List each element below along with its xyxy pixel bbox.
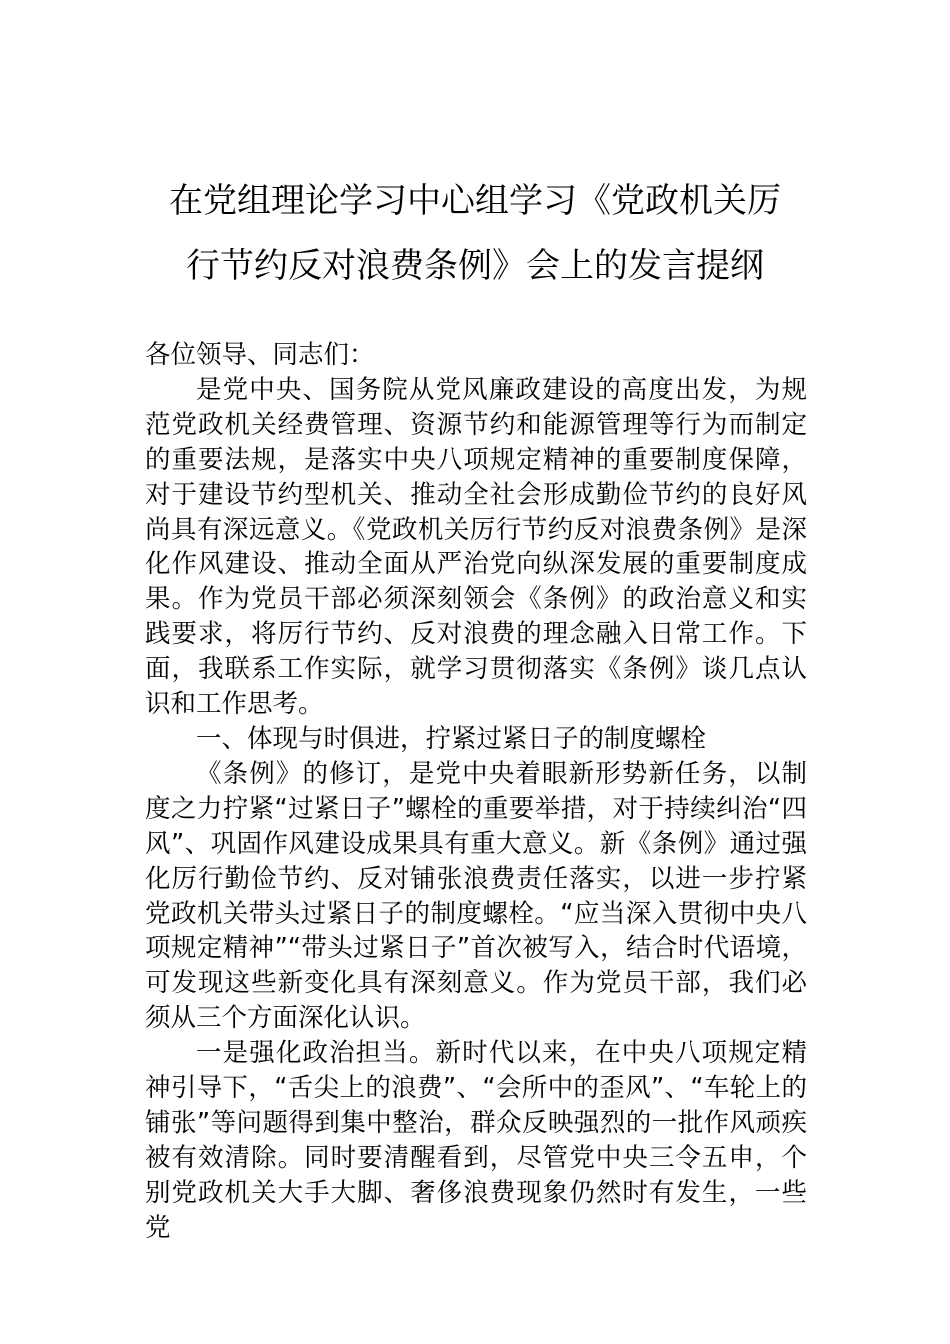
section1-paragraph-1: 《条例》的修订，是党中央着眼新形势新任务，以制度之力拧紧“过紧日子”螺栓的重要举措，对于持续纠治“四风”、巩固作风建设成果具有重大意义。新《条例》通过强化厉行勤俭节约、反对铺张浪费责任落实，以进一步拧紧党政机关带头过紧日子的制度螺栓。“应当深入贯彻中央八项规定精神”“带头过紧日子”首次被写入，结合时代语境，可发现这些新变化具有深刻意义。作为党员干部，我们必须从三个方面深化认识。 xyxy=(145,758,807,1034)
section-heading-1: 一、体现与时俱进，拧紧过紧日子的制度螺栓 xyxy=(196,723,707,754)
document-title-line-2: 行节约反对浪费条例》会上的发言提纲 xyxy=(186,246,764,286)
section1-paragraph-2: 一是强化政治担当。新时代以来，在中央八项规定精神引导下，“舌尖上的浪费”、“会所中的歪风”、“车轮上的铺张”等问题得到集中整治，群众反映强烈的一批作风顽疾被有效清除。同时要清醒看到，尽管党中央三令五申，个别党政机关大手大脚、奢侈浪费现象仍然时有发生，一些党 xyxy=(145,1038,807,1243)
document-body xyxy=(145,338,807,1246)
document-title-line-1: 在党组理论学习中心组学习《党政机关厉 xyxy=(169,181,781,221)
intro-paragraph: 是党中央、国务院从党风廉政建设的高度出发，为规范党政机关经费管理、资源节约和能源管理等行为而制定的重要法规，是落实中央八项规定精神的重要制度保障，对于建设节约型机关、推动全社会形成勤俭节约的良好风尚具有深远意义。《党政机关厉行节约反对浪费条例》是深化作风建设、推动全面从严治党向纵深发展的重要制度成果。作为党员干部必须深刻领会《条例》的政治意义和实践要求，将厉行节约、反对浪费的理念融入日常工作。下面，我联系工作实际，就学习贯彻落实《条例》谈几点认识和工作思考。 xyxy=(145,374,807,720)
salutation: 各位领导、同志们： xyxy=(145,340,375,370)
